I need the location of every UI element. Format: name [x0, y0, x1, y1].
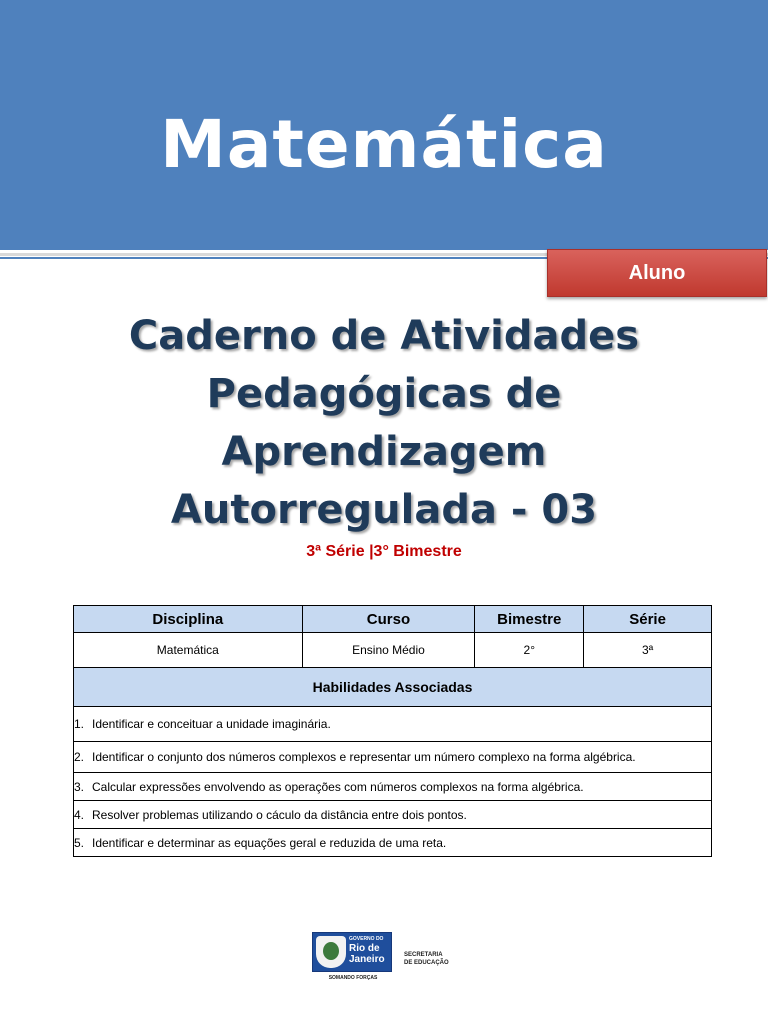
skill-text: Resolver problemas utilizando o cáculo da distância entre dois pontos. — [92, 807, 467, 822]
aluno-badge: Aluno — [547, 249, 767, 297]
skill-text: Identificar e conceituar a unidade imaginária. — [92, 717, 331, 731]
course-info-table — [73, 605, 712, 857]
skill-row — [74, 801, 712, 829]
logo-gov-small: GOVERNO DO — [349, 936, 384, 942]
table-row — [74, 633, 712, 668]
coat-of-arms-icon — [316, 936, 346, 968]
value-bimestre: 2° — [475, 633, 584, 668]
skills-header-row — [74, 668, 712, 707]
skill-text: Identificar e determinar as equações geral e reduzida de uma reta. — [92, 835, 447, 850]
value-serie: 3ª — [584, 633, 712, 668]
skill-number: 5. — [74, 835, 85, 850]
title-line: Aprendizagem — [221, 429, 547, 475]
skill-item — [74, 742, 712, 773]
logo-gov-line2: Janeiro — [349, 954, 385, 965]
logo-gov-line1: Rio de — [349, 943, 380, 954]
title-line: Autorregulada - 03 — [170, 487, 598, 533]
banner-title: Matemática — [160, 106, 608, 183]
skill-text: Calcular expressões envolvendo as operações com números complexos na forma algébrica. — [92, 779, 584, 794]
header-bimestre: Bimestre — [475, 606, 584, 633]
title-line: Caderno de Atividades — [128, 313, 640, 359]
logo-tagline: SOMANDO FORÇAS — [328, 975, 378, 981]
secretaria-line1: SECRETARIA — [404, 952, 443, 958]
skill-row — [74, 773, 712, 801]
document-title — [0, 307, 768, 539]
header-banner — [0, 0, 768, 250]
document-subtitle: 3ª Série |3° Bimestre — [306, 543, 462, 560]
skill-item — [74, 829, 712, 857]
skill-row — [74, 707, 712, 742]
skills-header: Habilidades Associadas — [74, 668, 712, 707]
value-curso: Ensino Médio — [302, 633, 475, 668]
skill-item — [74, 707, 712, 742]
header-curso: Curso — [302, 606, 475, 633]
skill-row — [74, 829, 712, 857]
government-logo — [312, 932, 458, 984]
header-disciplina: Disciplina — [74, 606, 303, 633]
skill-number: 4. — [74, 807, 85, 822]
title-line: Pedagógicas de — [206, 371, 562, 417]
header-serie: Série — [584, 606, 712, 633]
skill-text: Identificar o conjunto dos números complexos e representar um número complexo na forma algébrica. — [92, 750, 636, 764]
logo-secretaria — [404, 951, 449, 967]
skill-number: 2. — [74, 750, 85, 764]
logo-gov-name — [349, 943, 385, 965]
skill-item — [74, 801, 712, 829]
skill-number: 1. — [74, 717, 85, 731]
table-header-row — [74, 606, 712, 633]
logo-box — [312, 932, 392, 972]
skill-item — [74, 773, 712, 801]
skill-number: 3. — [74, 779, 85, 794]
skill-row — [74, 742, 712, 773]
value-disciplina: Matemática — [74, 633, 303, 668]
secretaria-line2: DE EDUCAÇÃO — [404, 960, 449, 966]
